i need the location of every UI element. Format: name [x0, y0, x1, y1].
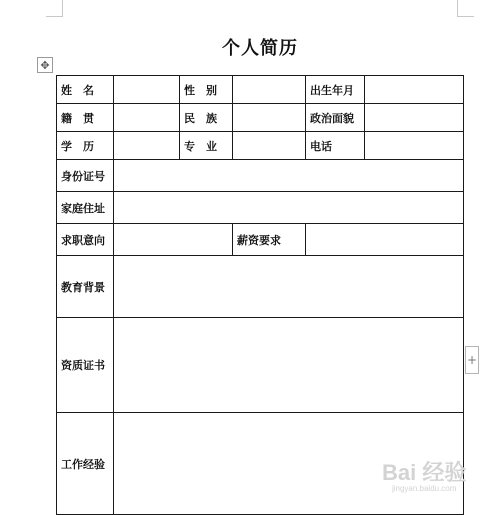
label-salary: 薪资要求 [233, 224, 306, 256]
document-title: 个人简历 [222, 38, 298, 59]
cell-job-intention[interactable] [114, 224, 233, 256]
cell-education[interactable] [114, 132, 180, 160]
table-add-column-icon[interactable]: + [465, 346, 479, 374]
cell-edu-background[interactable] [114, 256, 464, 318]
label-gender: 性 别 [180, 76, 233, 104]
cell-politics[interactable] [365, 104, 464, 132]
cell-phone[interactable] [365, 132, 464, 160]
cell-address[interactable] [114, 192, 464, 224]
page-corner-top-left [46, 0, 63, 17]
label-politics: 政治面貌 [306, 104, 365, 132]
label-edu-background: 教育背景 [57, 256, 114, 318]
resume-table [56, 75, 467, 515]
label-address: 家庭住址 [57, 192, 114, 224]
label-ethnicity: 民 族 [180, 104, 233, 132]
label-work-experience: 工作经验 [57, 413, 114, 515]
watermark-logo: Bai 经验 [382, 460, 467, 485]
cell-certificates[interactable] [114, 318, 464, 413]
label-education: 学 历 [57, 132, 114, 160]
table-move-handle-icon[interactable]: ✥ [37, 57, 53, 73]
watermark-url: jingyan.baidu.com [391, 484, 457, 493]
cell-name[interactable] [114, 76, 180, 104]
cell-birth[interactable] [365, 76, 464, 104]
cell-major[interactable] [233, 132, 306, 160]
page-corner-top-right [457, 0, 474, 17]
label-id-number: 身份证号 [57, 160, 114, 192]
label-native-place: 籍 贯 [57, 104, 114, 132]
cell-ethnicity[interactable] [233, 104, 306, 132]
cell-id-number[interactable] [114, 160, 464, 192]
cell-native-place[interactable] [114, 104, 180, 132]
label-job-intention: 求职意向 [57, 224, 114, 256]
label-major: 专 业 [180, 132, 233, 160]
label-phone: 电话 [306, 132, 365, 160]
cell-gender[interactable] [233, 76, 306, 104]
baidu-jingyan-watermark [382, 462, 466, 494]
label-name: 姓 名 [57, 76, 114, 104]
cell-salary[interactable] [306, 224, 464, 256]
label-birth: 出生年月 [306, 76, 365, 104]
label-certificates: 资质证书 [57, 318, 114, 413]
